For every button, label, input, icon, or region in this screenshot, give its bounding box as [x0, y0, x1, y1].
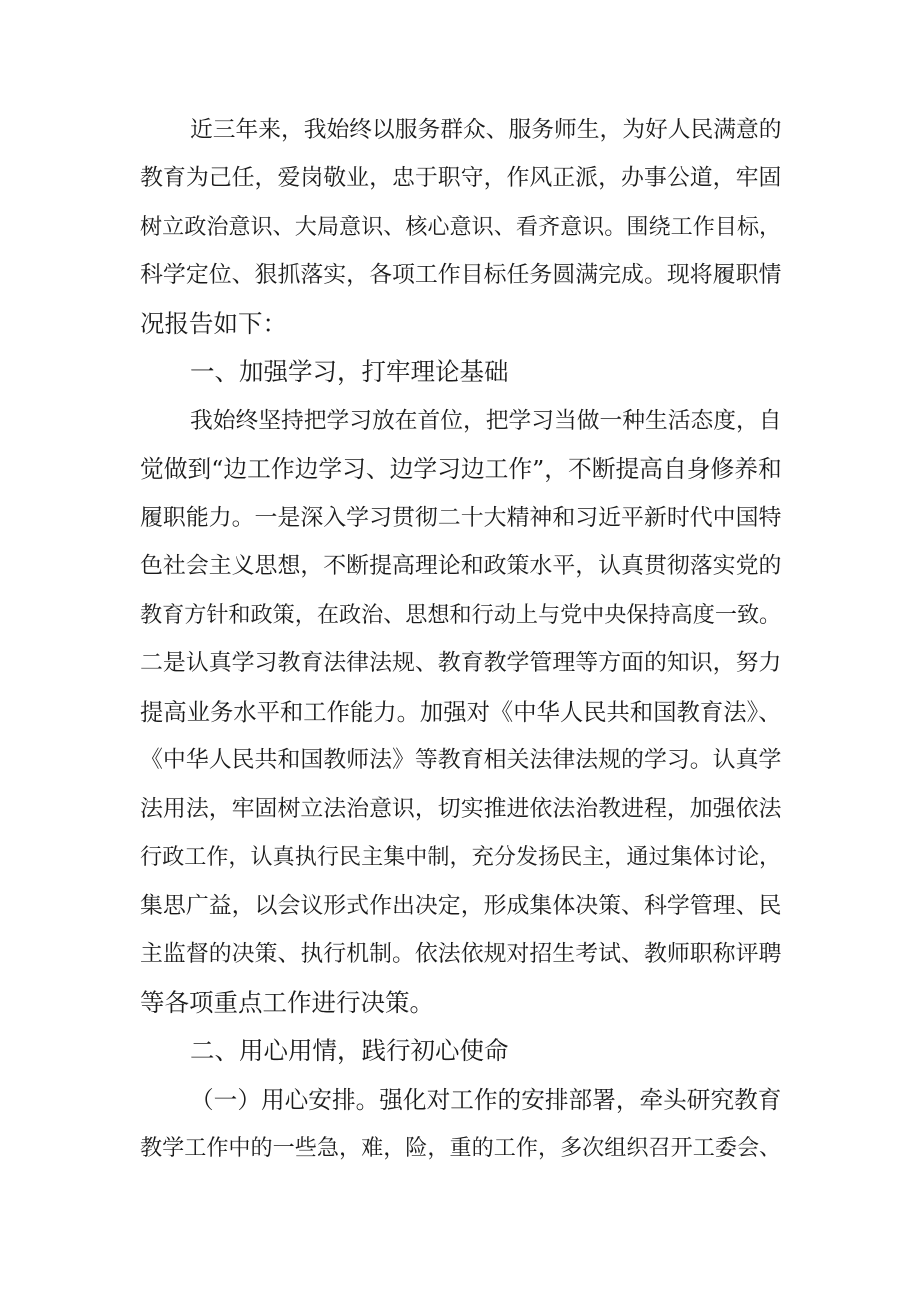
text-line [0, 643, 920, 683]
text-line-content: （一）用心安排。强化对工作的安排部署，牵头研究教育 [190, 1086, 782, 1114]
text-line-content: 二是认真学习教育法律法规、教育教学管理等方面的知识，努力 [140, 650, 782, 676]
text-line-content: 提高业务水平和工作能力。加强对《中华人民共和国教育法》、 [140, 698, 782, 726]
text-line [0, 207, 920, 247]
text-line-content: 我始终坚持把学习放在首位，把学习当做一种生活态度，自 [190, 408, 782, 434]
text-line [0, 401, 920, 441]
text-line-content: 教育为己任，爱岗敬业，忠于职守，作风正派，办事公道，牢固 [140, 165, 782, 191]
text-line [0, 886, 920, 926]
text-line-content: 树立政治意识、大局意识、核心意识、看齐意识。围绕工作目标， [140, 214, 782, 240]
text-line [0, 934, 920, 974]
section-heading [0, 1031, 920, 1071]
text-line-content: 教育方针和政策，在政治、思想和行动上与党中央保持高度一致。 [140, 602, 782, 628]
text-line [0, 789, 920, 829]
text-line [0, 692, 920, 732]
text-line [0, 449, 920, 489]
text-line [0, 158, 920, 198]
text-line-content: 集思广益，以会议形式作出决定，形成集体决策、科学管理、民 [140, 893, 782, 919]
text-line-content: 近三年来，我始终以服务群众、服务师生，为好人民满意的 [190, 117, 782, 143]
text-line-content: 《中华人民共和国教师法》等教育相关法律法规的学习。认真学 [140, 747, 782, 773]
text-line [0, 304, 920, 344]
text-line [0, 837, 920, 877]
text-line-content: 等各项重点工作进行决策。 [140, 988, 434, 1017]
text-line-content: 教学工作中的一些急，难，险，重的工作，多次组织召开工委会、 [140, 1135, 782, 1161]
section-heading [0, 352, 920, 392]
text-line-content: 主监督的决策、执行机制。依法依规对招生考试、教师职称评聘 [140, 941, 782, 967]
text-line-content: 觉做到“边工作边学习、边学习边工作”，不断提高自身修养和 [140, 455, 782, 483]
text-line [0, 255, 920, 295]
text-line [0, 740, 920, 780]
text-line-content: 行政工作，认真执行民主集中制，充分发扬民主，通过集体讨论， [140, 844, 782, 870]
text-line-content: 色社会主义思想，不断提高理论和政策水平，认真贯彻落实党的 [140, 553, 782, 579]
text-line-content: 科学定位、狠抓落实，各项工作目标任务圆满完成。现将履职情 [140, 262, 782, 288]
subsection-line [0, 1080, 920, 1120]
text-line-content: 法用法，牢固树立法治意识，切实推进依法治教进程，加强依法 [140, 796, 782, 822]
text-line [0, 1128, 920, 1168]
text-line [0, 595, 920, 635]
text-line-content: 履职能力。一是深入学习贯彻二十大精神和习近平新时代中国特 [140, 505, 782, 531]
text-line [0, 498, 920, 538]
section-heading-text: 二、用心用情，践行初心使命 [190, 1036, 509, 1065]
text-line [0, 110, 920, 150]
text-line [0, 983, 920, 1023]
section-heading-text: 一、加强学习，打牢理论基础 [190, 357, 509, 386]
text-line-content: 况报告如下： [140, 309, 287, 338]
text-line [0, 546, 920, 586]
